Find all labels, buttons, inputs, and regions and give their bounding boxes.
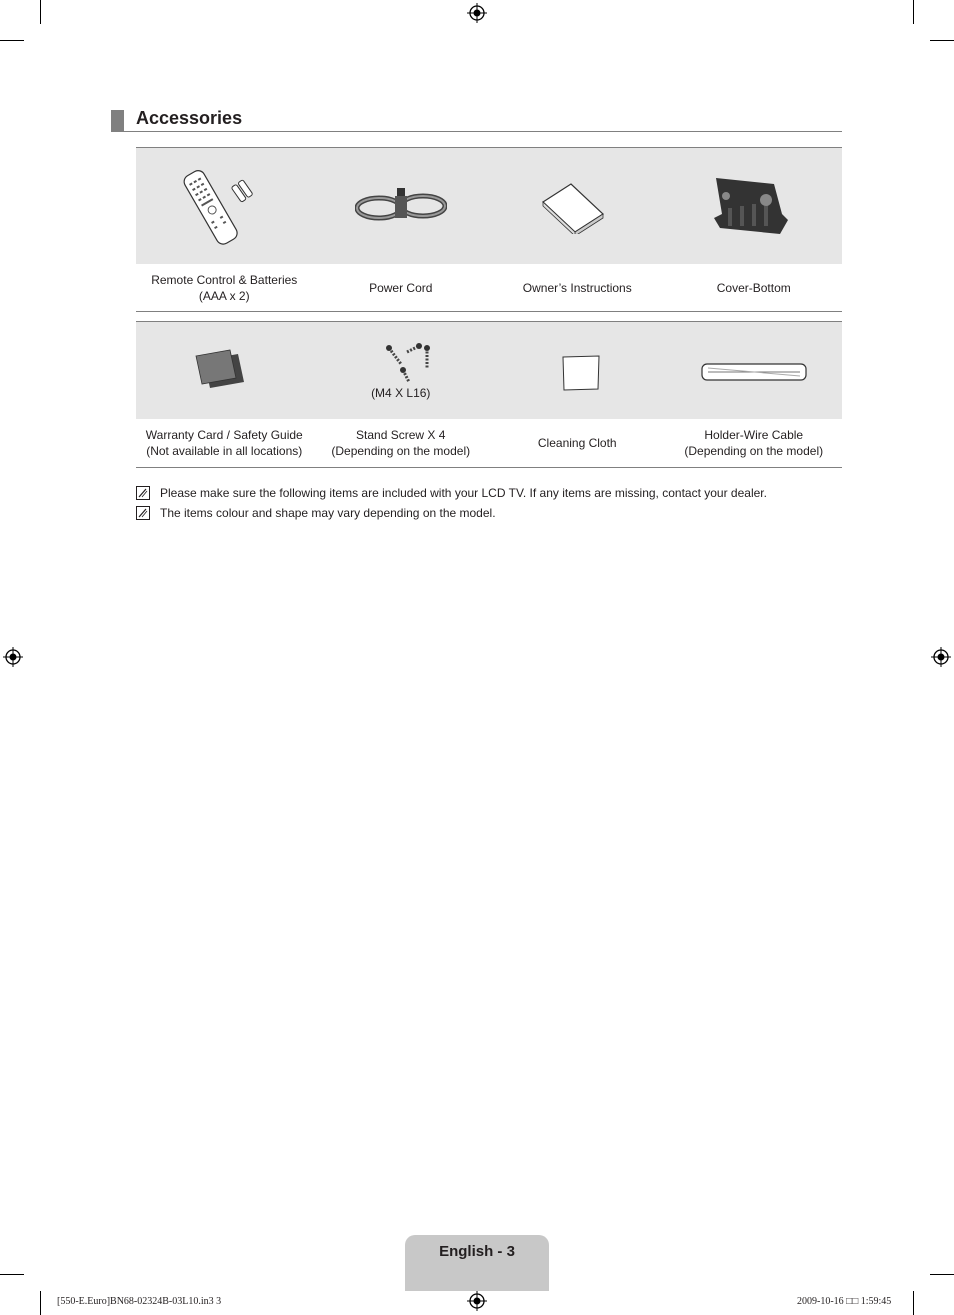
- crop-mark: [40, 1291, 41, 1315]
- note-item: [136, 483, 767, 503]
- accessory-label: [136, 419, 313, 467]
- accessory-detail: (AAA x 2): [198, 288, 250, 303]
- registration-mark-icon: [467, 1291, 487, 1311]
- crop-mark: [0, 40, 24, 41]
- accessories-grid-row-2: [136, 321, 842, 468]
- accessory-label: [489, 264, 666, 311]
- accessory-label: [313, 264, 490, 311]
- accessories-grid-row-1: [136, 147, 842, 312]
- note-item: [136, 503, 767, 523]
- remote-control-icon: [181, 164, 261, 248]
- accessory-name: Holder-Wire Cable: [704, 428, 804, 442]
- crop-mark: [40, 0, 41, 24]
- accessory-cell: [136, 148, 313, 264]
- accessory-label: [666, 264, 843, 311]
- note-icon: [136, 506, 150, 520]
- accessory-cell: [489, 322, 666, 419]
- note-icon: [136, 486, 150, 500]
- accessory-cell: [666, 322, 843, 419]
- accessory-name: Power Cord: [369, 280, 433, 295]
- accessory-label: [136, 264, 313, 311]
- crop-mark: [913, 0, 914, 24]
- registration-mark-icon: [931, 647, 951, 667]
- crop-mark: [930, 40, 954, 41]
- accessory-detail: (Depending on the model): [331, 444, 471, 458]
- accessory-cell: [313, 322, 490, 419]
- page-number-tab: [405, 1235, 549, 1291]
- accessory-cell: [136, 322, 313, 419]
- crop-mark: [913, 1291, 914, 1315]
- section-marker: [111, 110, 124, 132]
- accessory-name: Cover-Bottom: [716, 280, 791, 295]
- screw-icon: [383, 342, 433, 384]
- accessory-label: [489, 419, 666, 467]
- accessory-cell: [313, 148, 490, 264]
- section-title: Accessories: [136, 108, 243, 128]
- print-slug-right: 2009-10-16 □□ 1:59:45: [797, 1296, 892, 1307]
- accessory-cell: [489, 148, 666, 264]
- screw-size-caption: (M4 X L16): [371, 386, 431, 400]
- page-number: English - 3: [439, 1243, 515, 1260]
- print-slug-left: [550-E.Euro]BN68-02324B-03L10.in3 3: [57, 1296, 222, 1307]
- crop-mark: [930, 1274, 954, 1275]
- label-row: [136, 264, 842, 312]
- accessory-detail: (Depending on the model): [684, 444, 824, 458]
- warranty-card-icon: [194, 348, 248, 392]
- note-text: The items colour and shape may vary depending on the model.: [160, 506, 496, 520]
- image-row: [136, 322, 842, 419]
- section-rule: [124, 131, 842, 132]
- accessory-name: Stand Screw X 4: [356, 428, 446, 442]
- accessory-name: Owner’s Instructions: [522, 280, 632, 295]
- accessory-label: [313, 419, 490, 467]
- crop-mark: [0, 1274, 24, 1275]
- label-row: [136, 419, 842, 468]
- cleaning-cloth-icon: [559, 354, 603, 392]
- notes-list: [136, 483, 767, 523]
- manual-icon: [541, 182, 607, 234]
- note-text: Please make sure the following items are included with your LCD TV. If any items are missing, contact your dealer.: [160, 486, 767, 500]
- wire-holder-icon: [700, 360, 810, 384]
- accessory-label: [666, 419, 843, 467]
- power-cord-icon: [355, 186, 447, 226]
- cover-bottom-icon: [710, 174, 792, 236]
- accessory-detail: (Not available in all locations): [146, 444, 303, 458]
- accessory-name: Remote Control & Batteries: [151, 272, 298, 287]
- image-row: [136, 148, 842, 264]
- registration-mark-icon: [467, 3, 487, 23]
- registration-mark-icon: [3, 647, 23, 667]
- accessory-name: Warranty Card / Safety Guide: [145, 428, 303, 442]
- accessory-cell: [666, 148, 843, 264]
- accessory-name: Cleaning Cloth: [537, 436, 617, 450]
